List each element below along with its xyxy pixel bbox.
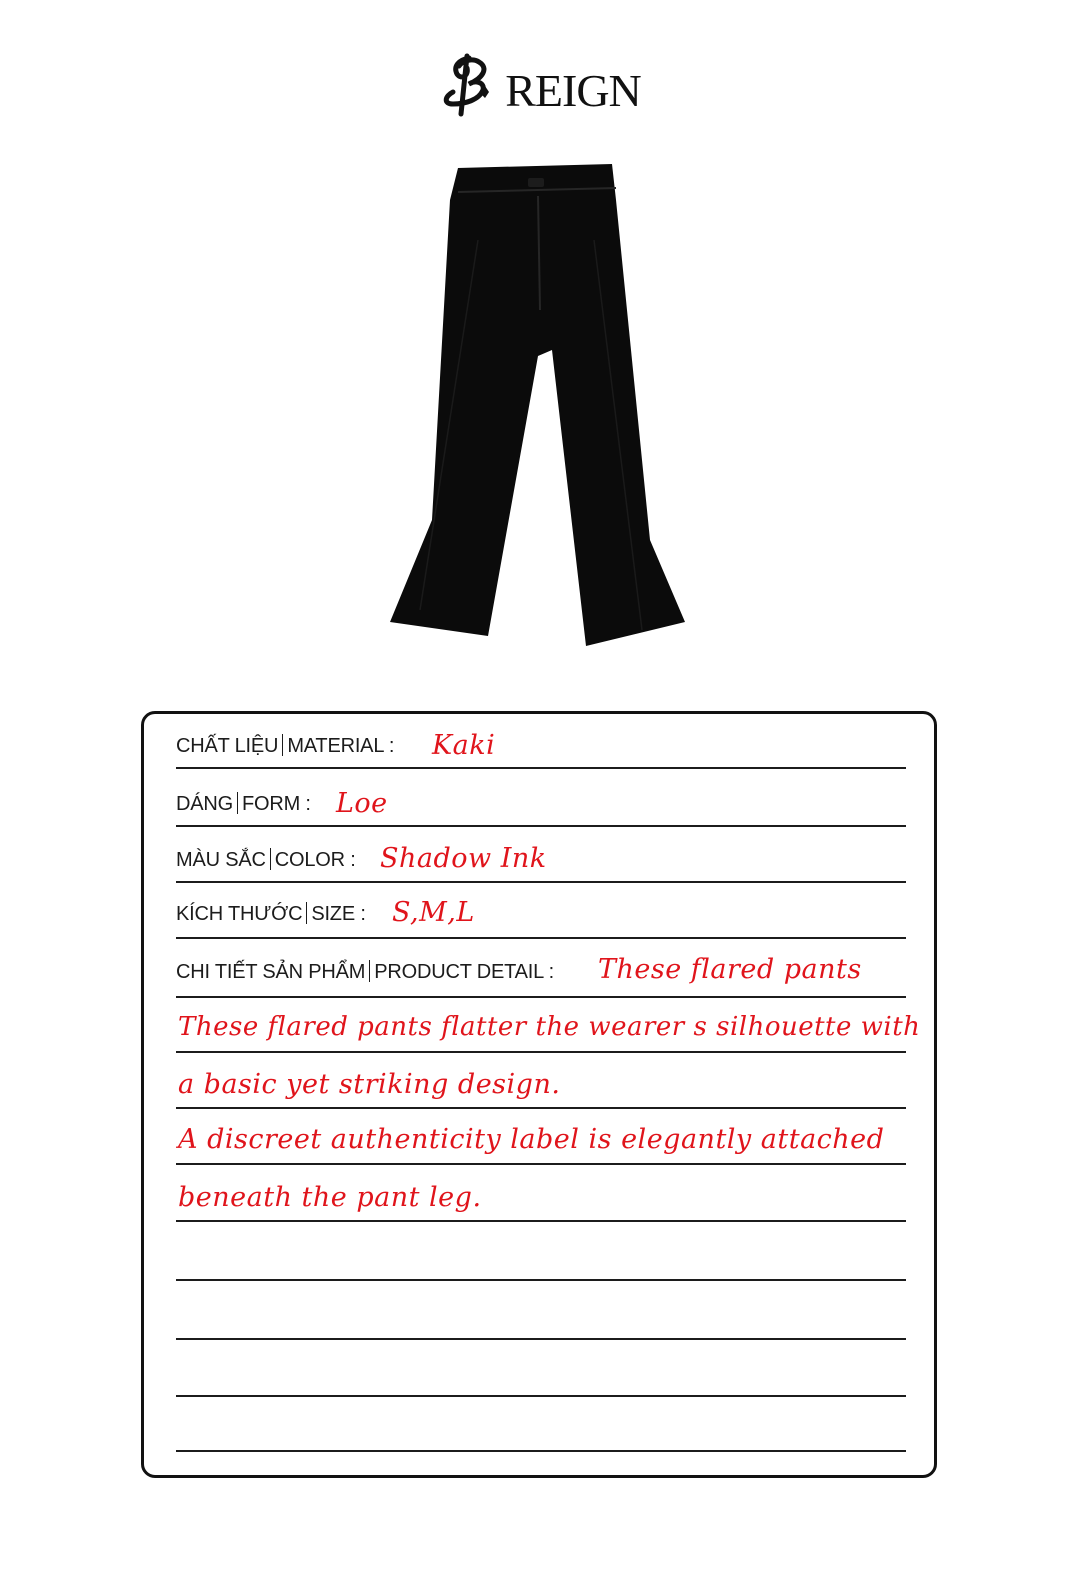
material-label: CHẤT LIỆU MATERIAL :: [176, 735, 395, 757]
detail-line: a basic yet striking design.: [178, 1069, 561, 1100]
divider: [176, 1220, 906, 1222]
divider: [176, 1163, 906, 1165]
detail-line: beneath the pant leg.: [178, 1182, 482, 1213]
divider: [176, 1107, 906, 1109]
divider: [176, 881, 906, 883]
divider: [176, 825, 906, 827]
empty-line: [176, 1338, 906, 1340]
divider: [176, 767, 906, 769]
detail-value: These flared pants: [598, 954, 862, 985]
black-trousers-photo: [380, 160, 700, 650]
empty-line: [176, 1395, 906, 1397]
size-value: S,M,L: [392, 897, 475, 928]
brand-name: REIGN: [505, 64, 641, 116]
color-value: Shadow Ink: [380, 843, 547, 874]
divider: [176, 1051, 906, 1053]
detail-label: CHI TIẾT SẢN PHẨM PRODUCT DETAIL :: [176, 961, 555, 983]
material-value: Kaki: [432, 730, 496, 761]
brand-logo: [0, 52, 1080, 120]
reign-monogram-icon: [439, 52, 509, 120]
form-label: DÁNG FORM :: [176, 793, 311, 815]
divider: [176, 996, 906, 998]
divider: [176, 937, 906, 939]
empty-line: [176, 1279, 906, 1281]
color-label: MÀU SẮC COLOR :: [176, 849, 356, 871]
size-label: KÍCH THƯỚC SIZE :: [176, 903, 366, 925]
detail-line: A discreet authenticity label is elegantly attached: [178, 1124, 885, 1155]
detail-line: These flared pants flatter the wearer s silhouette with: [178, 1012, 921, 1042]
empty-line: [176, 1450, 906, 1452]
form-value: Loe: [336, 788, 388, 819]
